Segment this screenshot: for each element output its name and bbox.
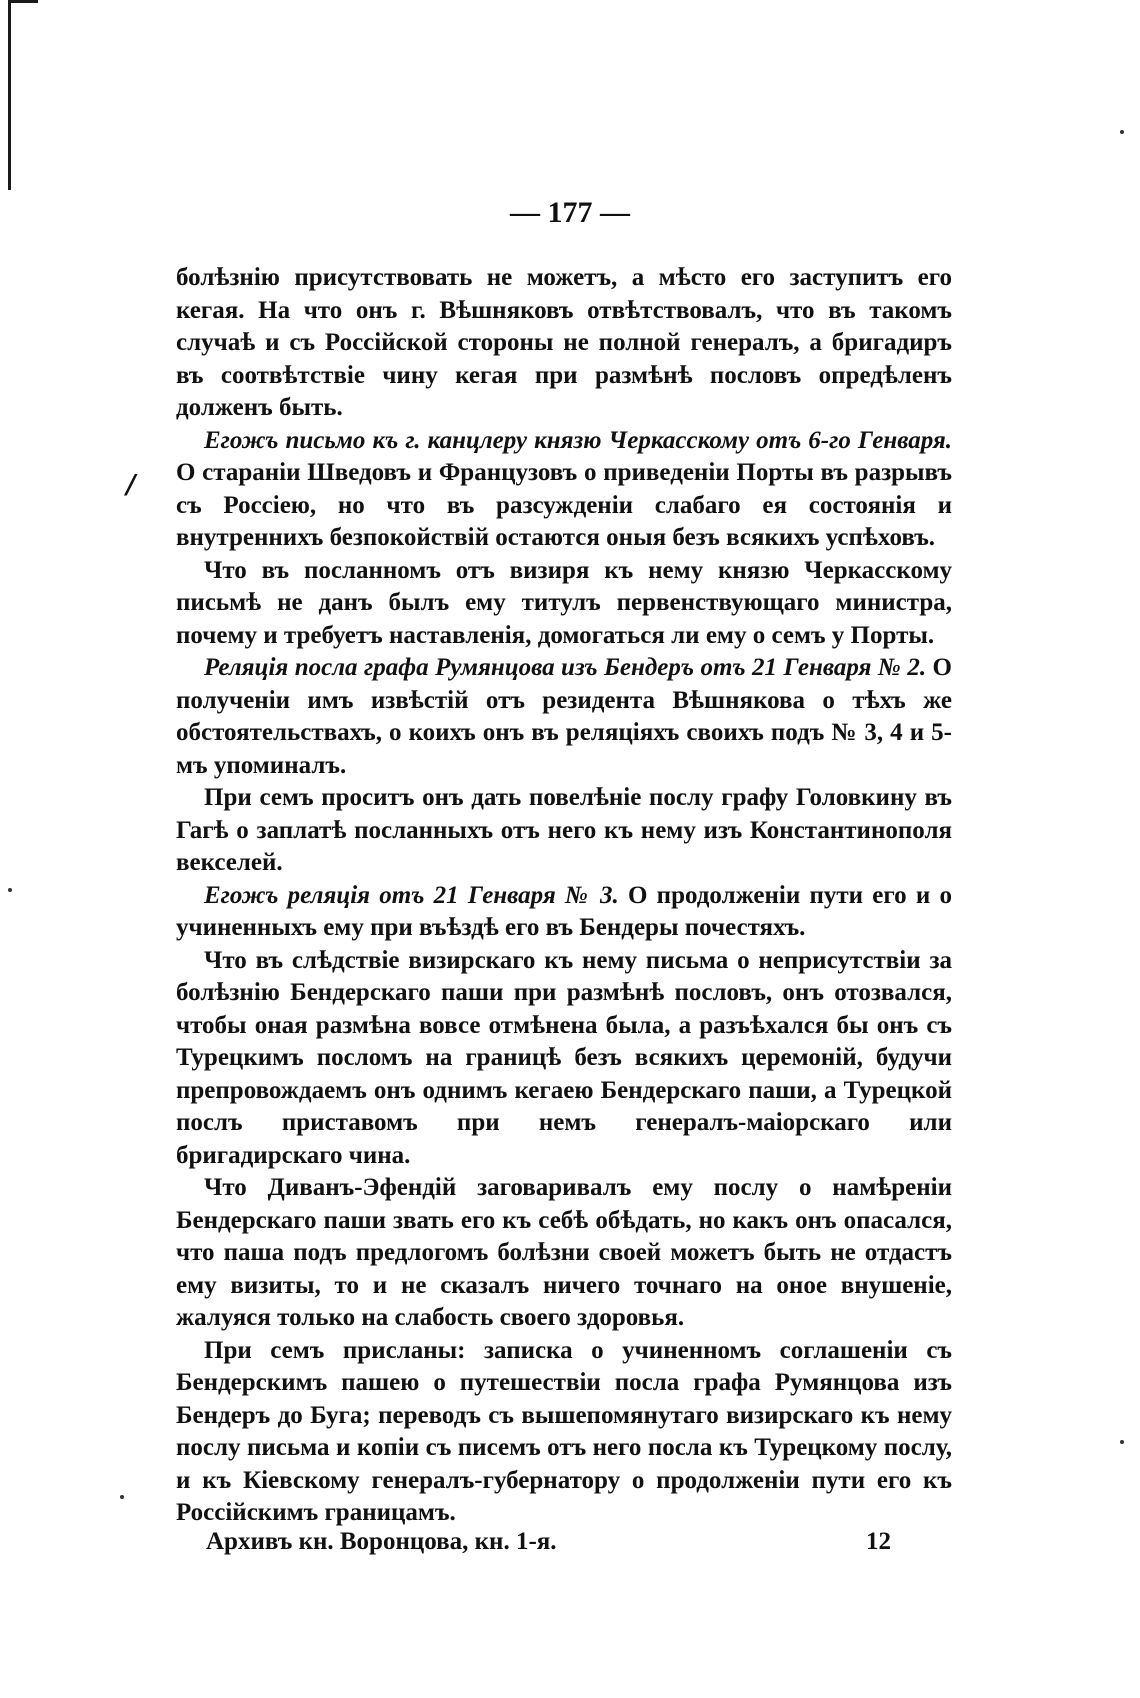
scan-edge-line <box>8 0 11 190</box>
paragraph <box>176 262 952 425</box>
scan-speck <box>1120 130 1124 134</box>
margin-mark: / <box>126 470 136 500</box>
paragraph <box>176 782 952 880</box>
paragraph-body: болѣзнію присутствовать не можетъ, а мѣсто его заступитъ его кегая. На что онъ г. Вѣшняковъ отвѣтствовалъ, что въ такомъ случаѣ и съ Россійской стороны не полной генералъ, а бригадиръ въ соотвѣтствіе чину кегая при размѣнѣ пословъ опредѣленъ долженъ быть. <box>176 264 952 421</box>
paragraph-body: Что въ слѣдствіе визирскаго къ нему письма о неприсутствіи за болѣзнію Бендерскаго паши при размѣнѣ пословъ, онъ отозвался, чтобы оная размѣна вовсе отмѣнена была, а разъѣхался бы онъ съ Турецкимъ посломъ на границѣ безъ всякихъ церемоній, будучи препровождаемъ онъ однимъ кегаею Бендерскаго паши, а Турецкой послъ приставомъ при немъ генералъ-маіорскаго или бригадирскаго чина. <box>176 946 952 1169</box>
paragraph <box>176 1335 952 1530</box>
paragraph-body: При семъ присланы: записка о учиненномъ соглашеніи съ Бендерскимъ пашею о путешествіи посла графа Румянцова изъ Бендеръ до Буга; переводъ съ вышепомянутаго визирскаго къ нему послу письма и копіи съ писемъ отъ него посла къ Турецкому послу, и къ Кіевскому генералъ-губернатору о продолженіи пути его къ Россійскимъ границамъ. <box>176 1336 952 1526</box>
scan-speck <box>1120 1440 1124 1444</box>
paragraph <box>176 880 952 945</box>
signature-mark: 12 <box>866 1528 891 1555</box>
paragraph <box>176 945 952 1173</box>
paragraph-body: Что въ посланномъ отъ визиря къ нему князю Черкасскому письмѣ не данъ былъ ему титулъ первенствующаго министра, почему и требуетъ наставленія, домогаться ли ему о семъ у Порты. <box>176 556 952 649</box>
paragraph <box>176 1172 952 1335</box>
scan-speck <box>8 888 12 892</box>
paragraph-body: При семъ проситъ онъ дать повелѣніе послу графу Головкину въ Гагѣ о заплатѣ посланныхъ отъ него къ нему изъ Константинополя векселей. <box>176 784 952 876</box>
paragraph-heading: Реляція посла графа Румянцова изъ Бендеръ отъ 21 Генваря № 2. <box>204 654 927 681</box>
page-text <box>176 262 952 1530</box>
paragraph-heading: Егожъ реляція отъ 21 Генваря № 3. <box>204 881 619 909</box>
paragraph <box>176 652 952 782</box>
scan-edge-corner <box>8 0 38 3</box>
page-footer <box>206 1528 891 1556</box>
scan-speck <box>120 1495 124 1499</box>
paragraph-heading: Егожъ письмо къ г. канцлеру князю Черкасскому отъ 6-го Генваря. <box>204 426 952 454</box>
paragraph <box>176 555 952 653</box>
footer-source: Архивъ кн. Воронцова, кн. 1-я. <box>206 1528 557 1555</box>
paragraph-body: Что Диванъ-Эфендій заговаривалъ ему послу о намѣреніи Бендерскаго паши звать его къ себѣ обѣдать, но какъ онъ опасался, что паша подъ предлогомъ болѣзни своей можетъ быть не отдастъ ему визиты, то и не сказалъ ничего точнаго на оное внушеніе, жалуяся только на слабость своего здоровья. <box>176 1174 952 1331</box>
paragraph-body: О продолженіи пути его и о учиненныхъ ему при въѣздѣ его въ Бендеры почестяхъ. <box>176 881 952 941</box>
paragraph <box>176 425 952 555</box>
paragraph-body: О стараніи Шведовъ и Французовъ о приведеніи Порты въ разрывъ съ Россіею, но что въ разсужденіи слабаго ея состоянія и внутреннихъ безпокойствій остаются оныя безъ всякихъ успѣховъ. <box>176 459 952 551</box>
paragraph-body: О полученіи имъ извѣстій отъ резидента Вѣшнякова о тѣхъ же обстоятельствахъ, о коихъ онъ въ реляціяхъ своихъ подъ № 3, 4 и 5-мъ упоминалъ. <box>176 654 952 779</box>
page-number: — 177 — <box>510 196 630 229</box>
